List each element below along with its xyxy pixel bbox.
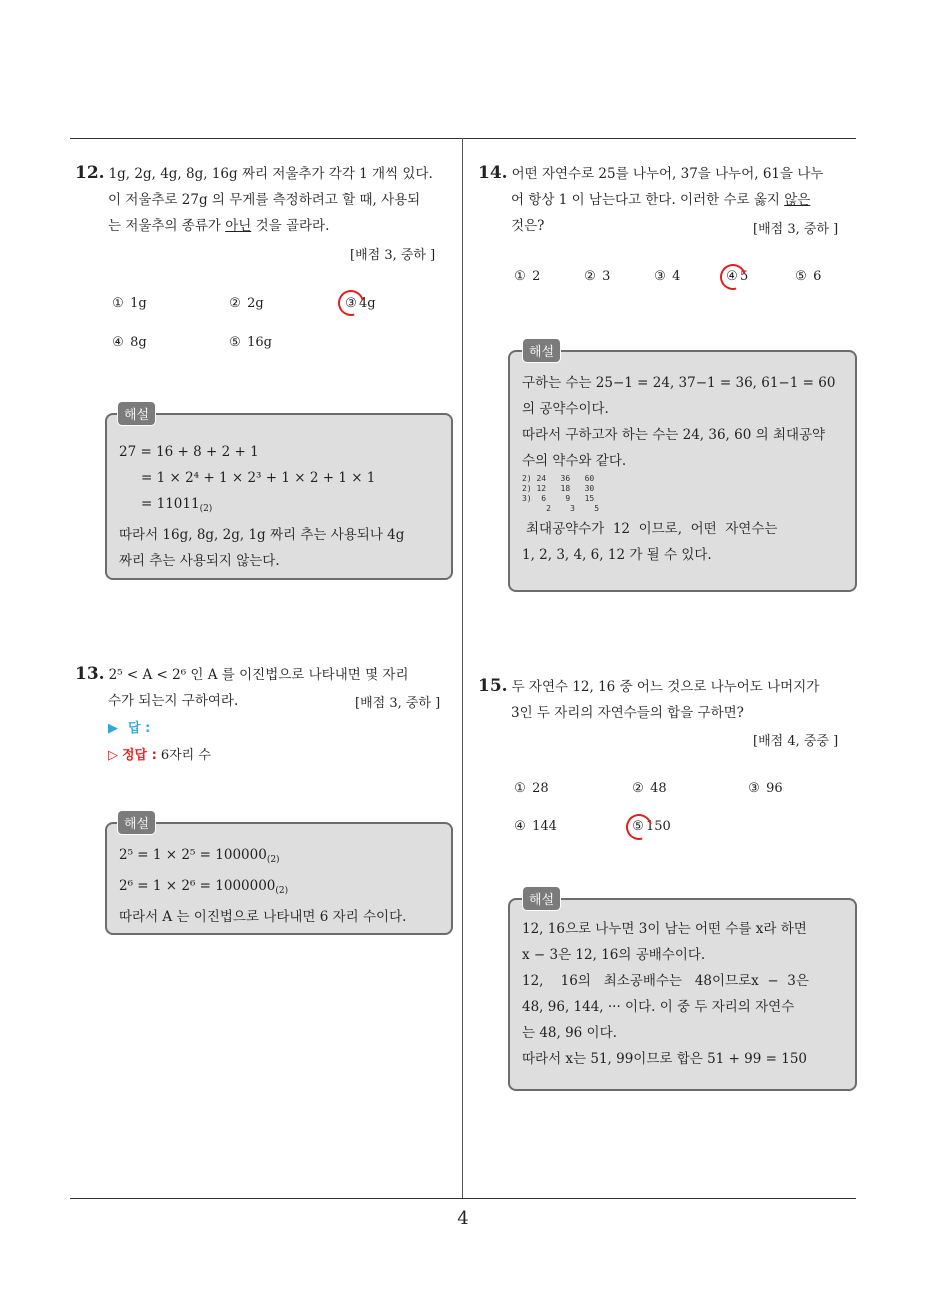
question-number: 15. [478,676,508,696]
correct-value: 6자리 수 [160,748,211,763]
question-number: 14. [478,163,508,183]
choice-4[interactable]: ④ 5 [726,269,749,284]
answer-circle-mark [715,259,751,295]
solution-box: 12, 16으로 나누면 3이 남는 어떤 수를 x라 하면 x − 3은 12, 16의 공배수이다. 12, 16의 최소공배수는 48이므로x − 3은 48, 96, 144, ··· 이다. 이 중 두 자리의 자연수 는 48, 96 이다. 따라서 x는 51, 99이므로 합은 51 + 99 = 150 [508,898,857,1091]
page-number: 4 [457,1208,469,1229]
solution-tag: 해설 [522,886,561,911]
choice-5[interactable]: ⑤ 16g [229,335,273,350]
choice-2[interactable]: ② 48 [632,781,667,796]
question-text: 두 자연수 12, 16 중 어느 것으로 나누어도 나머지가 [511,679,820,695]
choice-2[interactable]: ② 2g [229,296,264,311]
solution-box: 구하는 수는 25−1 = 24, 37−1 = 36, 61−1 = 60 의 공약수이다. 따라서 구하고자 하는 수는 24, 36, 60 의 최대공약 수의 약수와 같다. 2) 24 36 60 2) 12 18 30 3) 6 9 15 2 3 5 최대공약수가 12 이므로, 어떤 자연수는 1, 2, 3, 4, 6, 12 가 될 수 있다. [508,350,857,592]
question-15 [478,673,863,726]
choice-3[interactable]: ③ 4 [654,269,681,284]
choice-5[interactable]: ⑤ 150 [632,819,671,834]
question-number: 13. [75,664,105,684]
correct-answer-row [108,744,211,768]
question-text: 는 저울추의 종류가 [108,218,226,234]
correct-triangle-icon: ▷ [108,748,118,763]
choice-2[interactable]: ② 3 [584,269,611,284]
question-text: 이 저울추로 27g 의 무게를 측정하려고 할 때, 사용되 [108,192,421,208]
column-divider [462,138,463,1198]
solution-tag: 해설 [117,810,156,835]
score-label: [배점 3, 중하 ] [355,696,441,711]
question-text: 수가 되는지 구하여라. [108,693,239,709]
answer-circle-mark [621,809,657,845]
choice-1[interactable]: ① 28 [514,781,549,796]
answer-circle-mark [333,285,369,321]
underlined-word: 않은 [784,192,811,208]
question-text: 1g, 2g, 4g, 8g, 16g 짜리 저울추가 각각 1 개씩 있다. [108,166,433,182]
choice-1[interactable]: ① 1g [112,296,147,311]
question-12 [75,160,460,239]
choice-3[interactable]: ③ 4g [345,296,376,311]
question-text: 3인 두 자리의 자연수들의 합을 구하면? [511,705,744,721]
bottom-rule [70,1198,856,1199]
question-text: 것을 골라라. [251,218,330,234]
answer-triangle-icon: ▶ [108,721,118,736]
choice-4[interactable]: ④ 144 [514,819,557,834]
question-text: 어떤 자연수로 25를 나누어, 37을 나누어, 61을 나누 [511,166,824,182]
choice-3[interactable]: ③ 96 [748,781,783,796]
choice-5[interactable]: ⑤ 6 [795,269,822,284]
score-label: [배점 3, 중하 ] [350,248,436,263]
top-rule [70,138,856,139]
question-number: 12. [75,163,105,183]
solution-box: $2^5 = 1 \times 2^5 = 100000_{(2)}$ $2^6 = 1 \times 2^6 = 1000000_{(2)}$ 따라서 A 는 이진법으로 나타내면 6 자리 수이다. [105,822,453,935]
correct-label: 정답 : [122,748,157,763]
answer-label: 답 : [128,721,151,736]
question-text: 것은? [511,218,545,234]
choice-4[interactable]: ④ 8g [112,335,147,350]
question-text: 2⁵ < A < 2⁶ 인 A 를 이진법으로 나타내면 몇 자리 [108,667,409,683]
ladder-division: 2) 24 36 60 2) 12 18 30 3) 6 9 15 2 3 5 [522,474,600,513]
solution-tag: 해설 [117,401,156,426]
underlined-word: 아닌 [225,218,252,234]
solution-tag: 해설 [522,338,561,363]
score-label: [배점 3, 중하 ] [753,222,839,237]
solution-box: 27 = 16 + 8 + 2 + 1 = 1 × 2⁴ + 1 × 2³ + 1 × 2 + 1 × 1 = $11011_{(2)}$ 따라서 16g, 8g, 2g, 1g 짜리 추는 사용되나 4g 짜리 추는 사용되지 않는다. [105,413,453,580]
choice-1[interactable]: ① 2 [514,269,541,284]
score-label: [배점 4, 중중 ] [753,734,839,749]
answer-row [108,717,150,741]
question-text: 어 항상 1 이 남는다고 한다. 이러한 수로 옳지 [511,192,785,208]
